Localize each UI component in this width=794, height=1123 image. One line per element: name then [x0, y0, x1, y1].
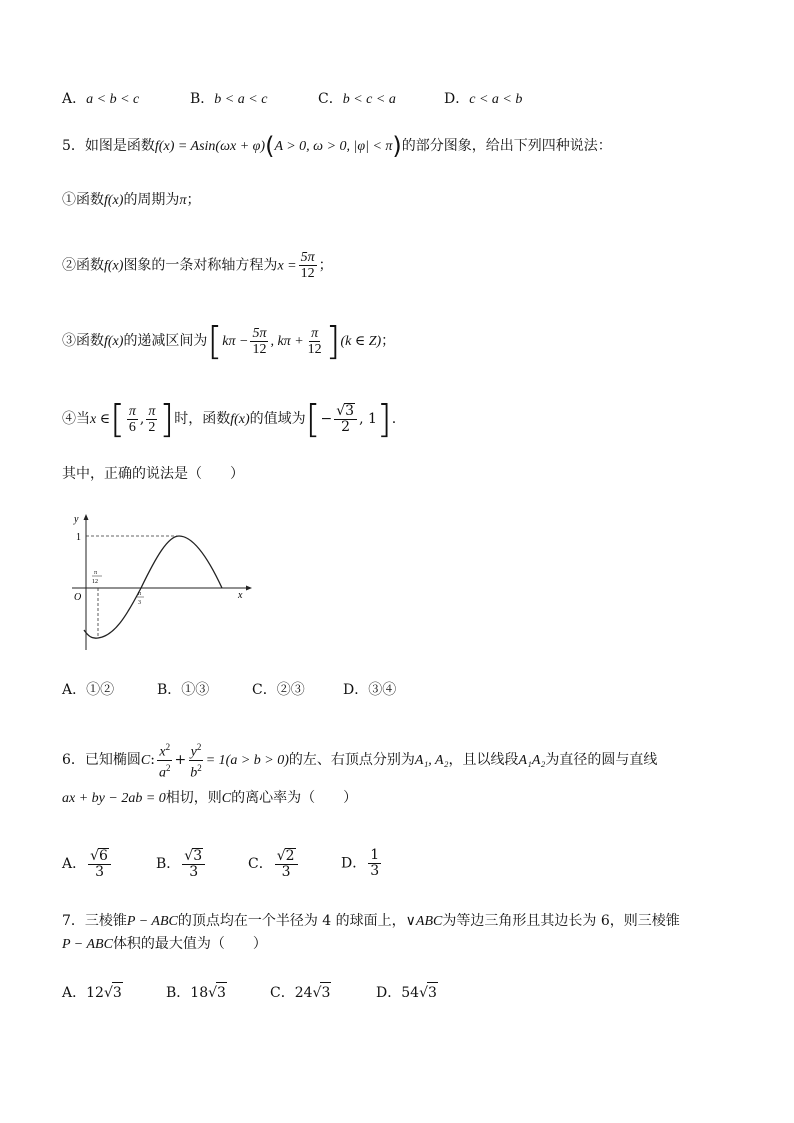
paren-close: ): [392, 132, 402, 160]
denominator: 2: [148, 419, 156, 435]
q5-option-b: [157, 680, 209, 700]
q5-option-a: [62, 680, 114, 700]
option-label: B．: [156, 856, 181, 872]
q7-option-b: B．18√3: [166, 982, 227, 1003]
denominator: 3: [95, 864, 104, 880]
variable: y: [190, 744, 197, 760]
radicand: 3: [427, 982, 438, 1003]
punct: :: [150, 752, 155, 769]
q6-option-a: [62, 848, 113, 880]
q5-statement-4: ④当x ∈[ $\frac{\pi}{6}$ , $\frac{\pi}{2}$ ]时，函数f(x)的值域为[− $\frac{√3}{2}$ , 1].: [62, 397, 397, 441]
fraction: [127, 404, 138, 435]
stem-text: 如图是函数: [84, 138, 155, 154]
q6-stem: 6．已知椭圆C: $\frac{x^2}{a^2}$ + $\frac{y^2}{b^2}$ = 1(a > b > 0)的左、右顶点分别为A₁, A₂，且以线段A₁A₂为直径的圆与直线: [62, 742, 658, 781]
numerator: π: [311, 325, 319, 341]
radicand: 3: [216, 982, 227, 1003]
punct: ；: [186, 192, 201, 208]
q5-statement-2: [62, 250, 333, 281]
numerator: π: [148, 403, 156, 419]
coefficient: 24: [294, 985, 313, 1001]
numerator: 1: [370, 847, 380, 863]
numerator: √6: [88, 848, 111, 865]
q4-option-a: [62, 89, 139, 110]
math-expr: (k ∈ Z): [340, 334, 382, 349]
bracket-close: ]: [376, 397, 392, 441]
variable: a: [158, 765, 166, 781]
x-axis-label: x: [238, 590, 243, 601]
stem-text: 的左、右顶点分别为: [288, 752, 415, 769]
numerator: 5π: [252, 325, 267, 341]
q5-statement-3: [62, 319, 396, 363]
math-expr: ax + by − 2ab = 0: [62, 791, 166, 806]
function-expr: f(x): [104, 334, 124, 349]
math-expr: A₁, A₂: [414, 753, 449, 769]
option-text: B．①③: [157, 682, 210, 698]
math-expr: x ∈: [90, 412, 111, 427]
q5-statement-1: [62, 190, 200, 211]
coefficient: 54: [401, 985, 420, 1001]
fraction: [299, 250, 317, 281]
exponent: 2: [197, 762, 202, 773]
stem-text: 已知椭圆: [84, 752, 141, 769]
bracket-open: [: [305, 397, 321, 441]
bracket-open: [: [110, 397, 125, 441]
radicand: 3: [345, 403, 355, 419]
option-label: A．: [62, 985, 87, 1001]
q7-stem-line2: [62, 934, 267, 955]
bracket-open: [: [207, 319, 223, 363]
statement-mark: ①函数: [62, 192, 104, 208]
radicand: 2: [285, 848, 295, 864]
statement-mark: ②函数: [62, 257, 104, 274]
punct: ；: [381, 333, 396, 349]
fraction: [306, 326, 324, 357]
statement-text: 的值域为: [249, 411, 306, 427]
math-expr: C: [221, 791, 232, 806]
exponent: 2: [165, 762, 171, 773]
option-expr: a < b < c: [86, 92, 140, 107]
math-expr: C: [140, 753, 151, 769]
max-value-label: 1: [76, 532, 81, 543]
math-expr: = 1(a > b > 0): [205, 753, 289, 769]
fraction: [182, 848, 205, 880]
x-axis-arrow-icon: [246, 586, 252, 591]
option-label: B．: [190, 91, 215, 107]
statement-text: 的递减区间为: [123, 333, 208, 349]
q5-option-c: [252, 680, 305, 700]
option-label: A．: [62, 856, 87, 872]
y-axis-label: y: [74, 514, 79, 525]
math-expr: −: [320, 411, 333, 427]
denominator: 3: [281, 864, 291, 880]
fraction: [250, 326, 268, 357]
y-axis-arrow-icon: [84, 514, 89, 520]
numerator: 5π: [300, 250, 315, 265]
condition-expr: A > 0, ω > 0, |φ| < π: [274, 139, 393, 154]
numerator: [157, 740, 172, 761]
variable: b: [190, 765, 198, 781]
stem-text: 体积的最大值为（ ）: [112, 936, 267, 952]
fraction: [88, 848, 111, 880]
function-expr: f(x): [230, 412, 250, 427]
question-number: 5．: [62, 138, 85, 154]
denominator: 12: [252, 341, 267, 357]
stem-text: ，且以线段: [448, 752, 519, 769]
option-label: C．: [270, 985, 295, 1001]
denominator: [188, 761, 204, 781]
fraction: [368, 848, 381, 879]
q4-option-b: [190, 89, 267, 110]
statement-text: 图象的一条对称轴方程为: [123, 257, 278, 274]
q7-option-d: D．54√3: [376, 982, 438, 1003]
radicand: 3: [112, 982, 123, 1003]
denominator: [157, 761, 173, 781]
question-number: 6．: [62, 752, 85, 769]
numerator: √3: [334, 403, 357, 420]
function-expr: f(x) = Asin(ωx + φ): [154, 139, 266, 154]
q5-option-d: [343, 680, 396, 700]
exponent: 2: [196, 742, 202, 752]
denominator: 12: [300, 266, 315, 281]
option-expr: b < a < c: [214, 92, 268, 107]
fraction: [275, 848, 298, 880]
numerator: π: [128, 403, 136, 419]
q7-stem: [62, 911, 680, 932]
option-label: A．: [62, 91, 87, 107]
question-number: 7．: [62, 913, 85, 929]
function-expr: f(x): [104, 258, 124, 274]
variable: x: [159, 744, 166, 760]
math-expr: , kπ +: [270, 334, 304, 349]
option-text: D．③④: [343, 682, 397, 698]
q6-option-d: [341, 848, 383, 879]
denominator: 3: [370, 863, 380, 879]
statement-mark: ④当: [62, 411, 90, 427]
option-label: D．: [376, 985, 402, 1001]
math-expr: A₁A₂: [518, 753, 546, 769]
math-expr: P − ABC: [62, 937, 113, 952]
bracket-close: ]: [159, 397, 175, 441]
bracket-close: ]: [325, 319, 341, 363]
tick-pi-12-den: 12: [92, 579, 98, 585]
stem-text: 的离心率为（ ）: [231, 790, 358, 806]
option-label: D．: [341, 855, 367, 872]
q7-option-c: C．24√3: [270, 982, 331, 1003]
numerator: √3: [182, 848, 205, 865]
q4-option-d: [444, 89, 522, 110]
math-expr: , 1: [359, 411, 377, 427]
option-label: D．: [444, 91, 470, 107]
stem-text: 为直径的圆与直线: [545, 752, 658, 769]
numerator: [189, 740, 204, 761]
stem-text: 三棱锥: [84, 913, 127, 929]
sine-curve: [84, 536, 222, 638]
fraction: [146, 404, 157, 435]
math-expr: x =: [277, 258, 297, 274]
option-expr: c < a < b: [469, 92, 523, 107]
fraction: [188, 740, 204, 780]
stem-text: 的顶点均在一个半径为 4 的球面上，: [177, 913, 406, 929]
math-expr: P − ABC: [126, 914, 178, 929]
q4-option-c: [318, 89, 396, 110]
q7-option-a: A．12√3: [62, 982, 123, 1003]
statement-mark: ③函数: [62, 333, 104, 349]
tick-pi-3-den: 3: [138, 600, 141, 606]
math-expr: π: [179, 193, 187, 208]
exponent: 2: [165, 742, 171, 752]
math-expr: ∨ABC: [405, 914, 443, 929]
radicand: 3: [193, 848, 203, 864]
q6-option-c: [248, 848, 300, 880]
punct: ；: [318, 257, 333, 274]
denominator: 3: [189, 864, 199, 880]
option-expr: b < c < a: [342, 92, 396, 107]
function-expr: f(x): [104, 193, 124, 208]
stem-text: 的部分图象，给出下列四种说法：: [401, 138, 612, 154]
stem-text: 相切，则: [165, 790, 222, 806]
fraction: [157, 740, 173, 780]
q6-stem-line2: [62, 788, 357, 809]
q5-stem: [62, 132, 612, 160]
statement-text: 时，函数: [174, 411, 231, 427]
stem-text: 为等边三角形且其边长为 6，则三棱锥: [442, 913, 680, 929]
punct: .: [391, 411, 397, 427]
denominator: 2: [341, 419, 351, 435]
coefficient: 18: [190, 985, 209, 1001]
radicand: 3: [320, 982, 331, 1003]
tick-pi-12-num: π: [94, 570, 98, 576]
option-label: C．: [318, 91, 343, 107]
question-text: 其中，正确的说法是（ ）: [62, 466, 244, 482]
option-text: A．①②: [62, 682, 115, 698]
fraction: [334, 403, 357, 435]
math-expr: kπ −: [222, 334, 249, 349]
paren-open: (: [265, 132, 275, 160]
option-text: C．②③: [252, 682, 305, 698]
denominator: 12: [307, 341, 322, 357]
numerator: √2: [275, 848, 298, 865]
radicand: 6: [99, 848, 108, 864]
sine-graph-figure: [66, 512, 256, 654]
option-label: B．: [166, 985, 191, 1001]
option-label: C．: [248, 856, 273, 872]
tick-pi-3-num: π: [138, 591, 142, 597]
statement-text: 的周期为: [123, 192, 180, 208]
q5-question: [62, 464, 244, 484]
coefficient: 12: [86, 985, 104, 1001]
origin-label: O: [74, 592, 82, 603]
q6-option-b: [156, 848, 207, 880]
denominator: 6: [128, 419, 136, 435]
